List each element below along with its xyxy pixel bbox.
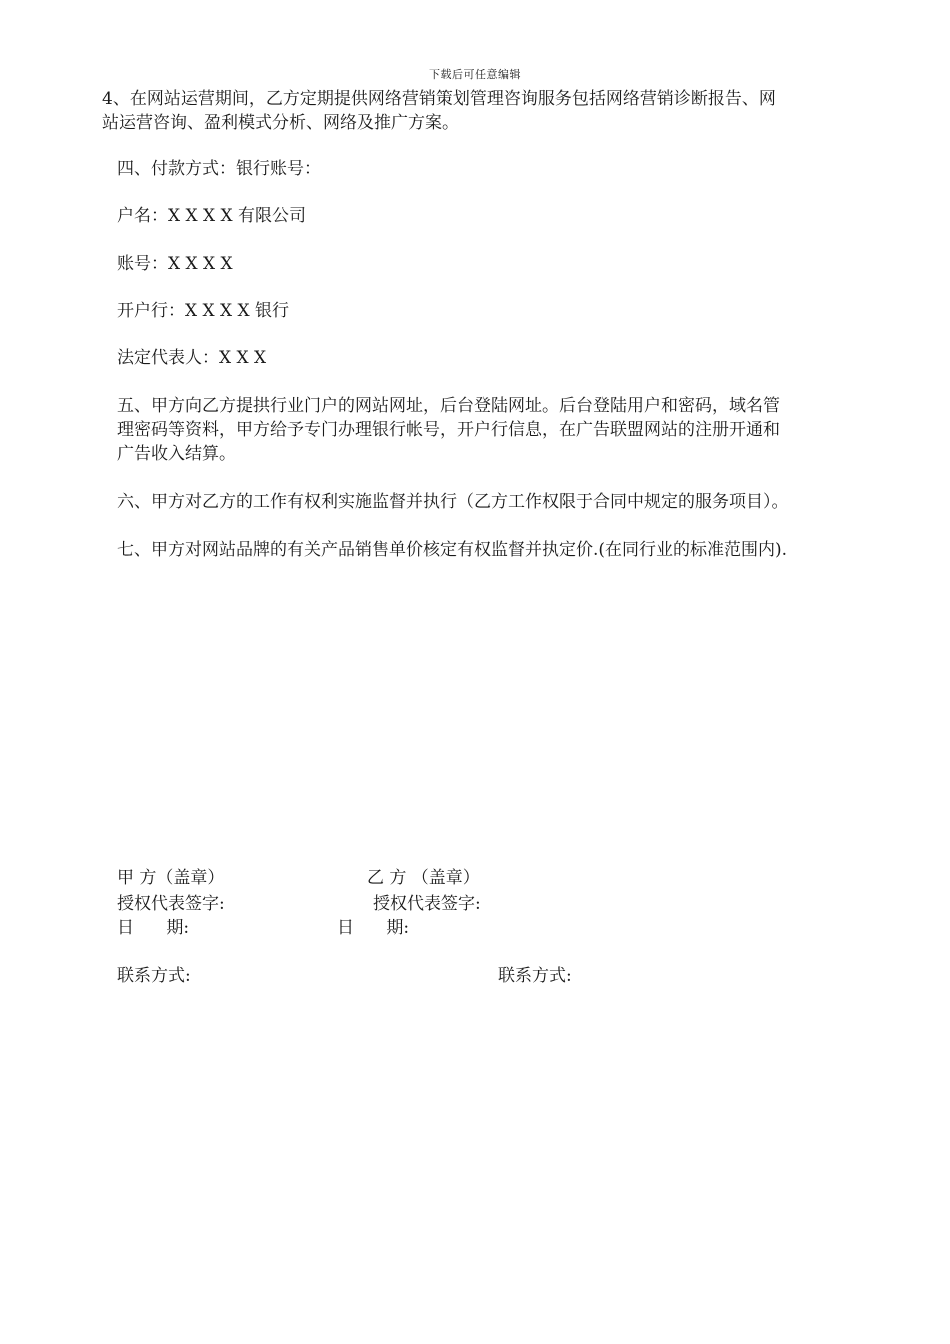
page-header: 下载后可任意编辑 [429, 68, 521, 81]
party-a-seal: 甲 方（盖章） [117, 868, 225, 888]
party-a-authorized-signature: 授权代表签字: [117, 894, 225, 914]
section-6: 六、甲方对乙方的工作有权利实施监督并执行（乙方工作权限于合同中规定的服务项目）。 [117, 492, 789, 512]
party-b-contact: 联系方式: [498, 966, 572, 986]
section-5-line-3: 广告收入结算。 [117, 444, 236, 464]
legal-representative: 法定代表人：X X X [117, 348, 267, 368]
account-number: 账号：X X X X [117, 254, 233, 274]
section-7: 七、甲方对网站品牌的有关产品销售单价核定有权监督并执定价.(在同行业的标准范围内). [117, 540, 788, 560]
section-5-line-2: 理密码等资料，甲方给予专门办理银行帐号，开户行信息，在广告联盟网站的注册开通和 [117, 420, 780, 440]
party-b-date: 日 期: [337, 918, 410, 938]
party-b-authorized-signature: 授权代表签字: [373, 894, 481, 914]
party-a-contact: 联系方式: [117, 966, 191, 986]
bank-name: 开户行：X X X X 银行 [117, 301, 290, 321]
section-4-title: 四、付款方式：银行账号： [117, 159, 321, 179]
account-name: 户名：X X X X 有限公司 [117, 206, 307, 226]
party-b-seal: 乙 方 （盖章） [367, 868, 480, 888]
section-5-line-1: 五、甲方向乙方提拱行业门户的网站网址，后台登陆网址。后台登陆用户和密码，域名管 [117, 396, 780, 416]
clause-4-line-1: 4、在网站运营期间，乙方定期提供网络营销策划管理咨询服务包括网络营销诊断报告、网 [102, 89, 776, 109]
clause-4-line-2: 站运营咨询、盈利模式分析、网络及推广方案。 [102, 113, 459, 133]
party-a-date: 日 期: [117, 918, 190, 938]
